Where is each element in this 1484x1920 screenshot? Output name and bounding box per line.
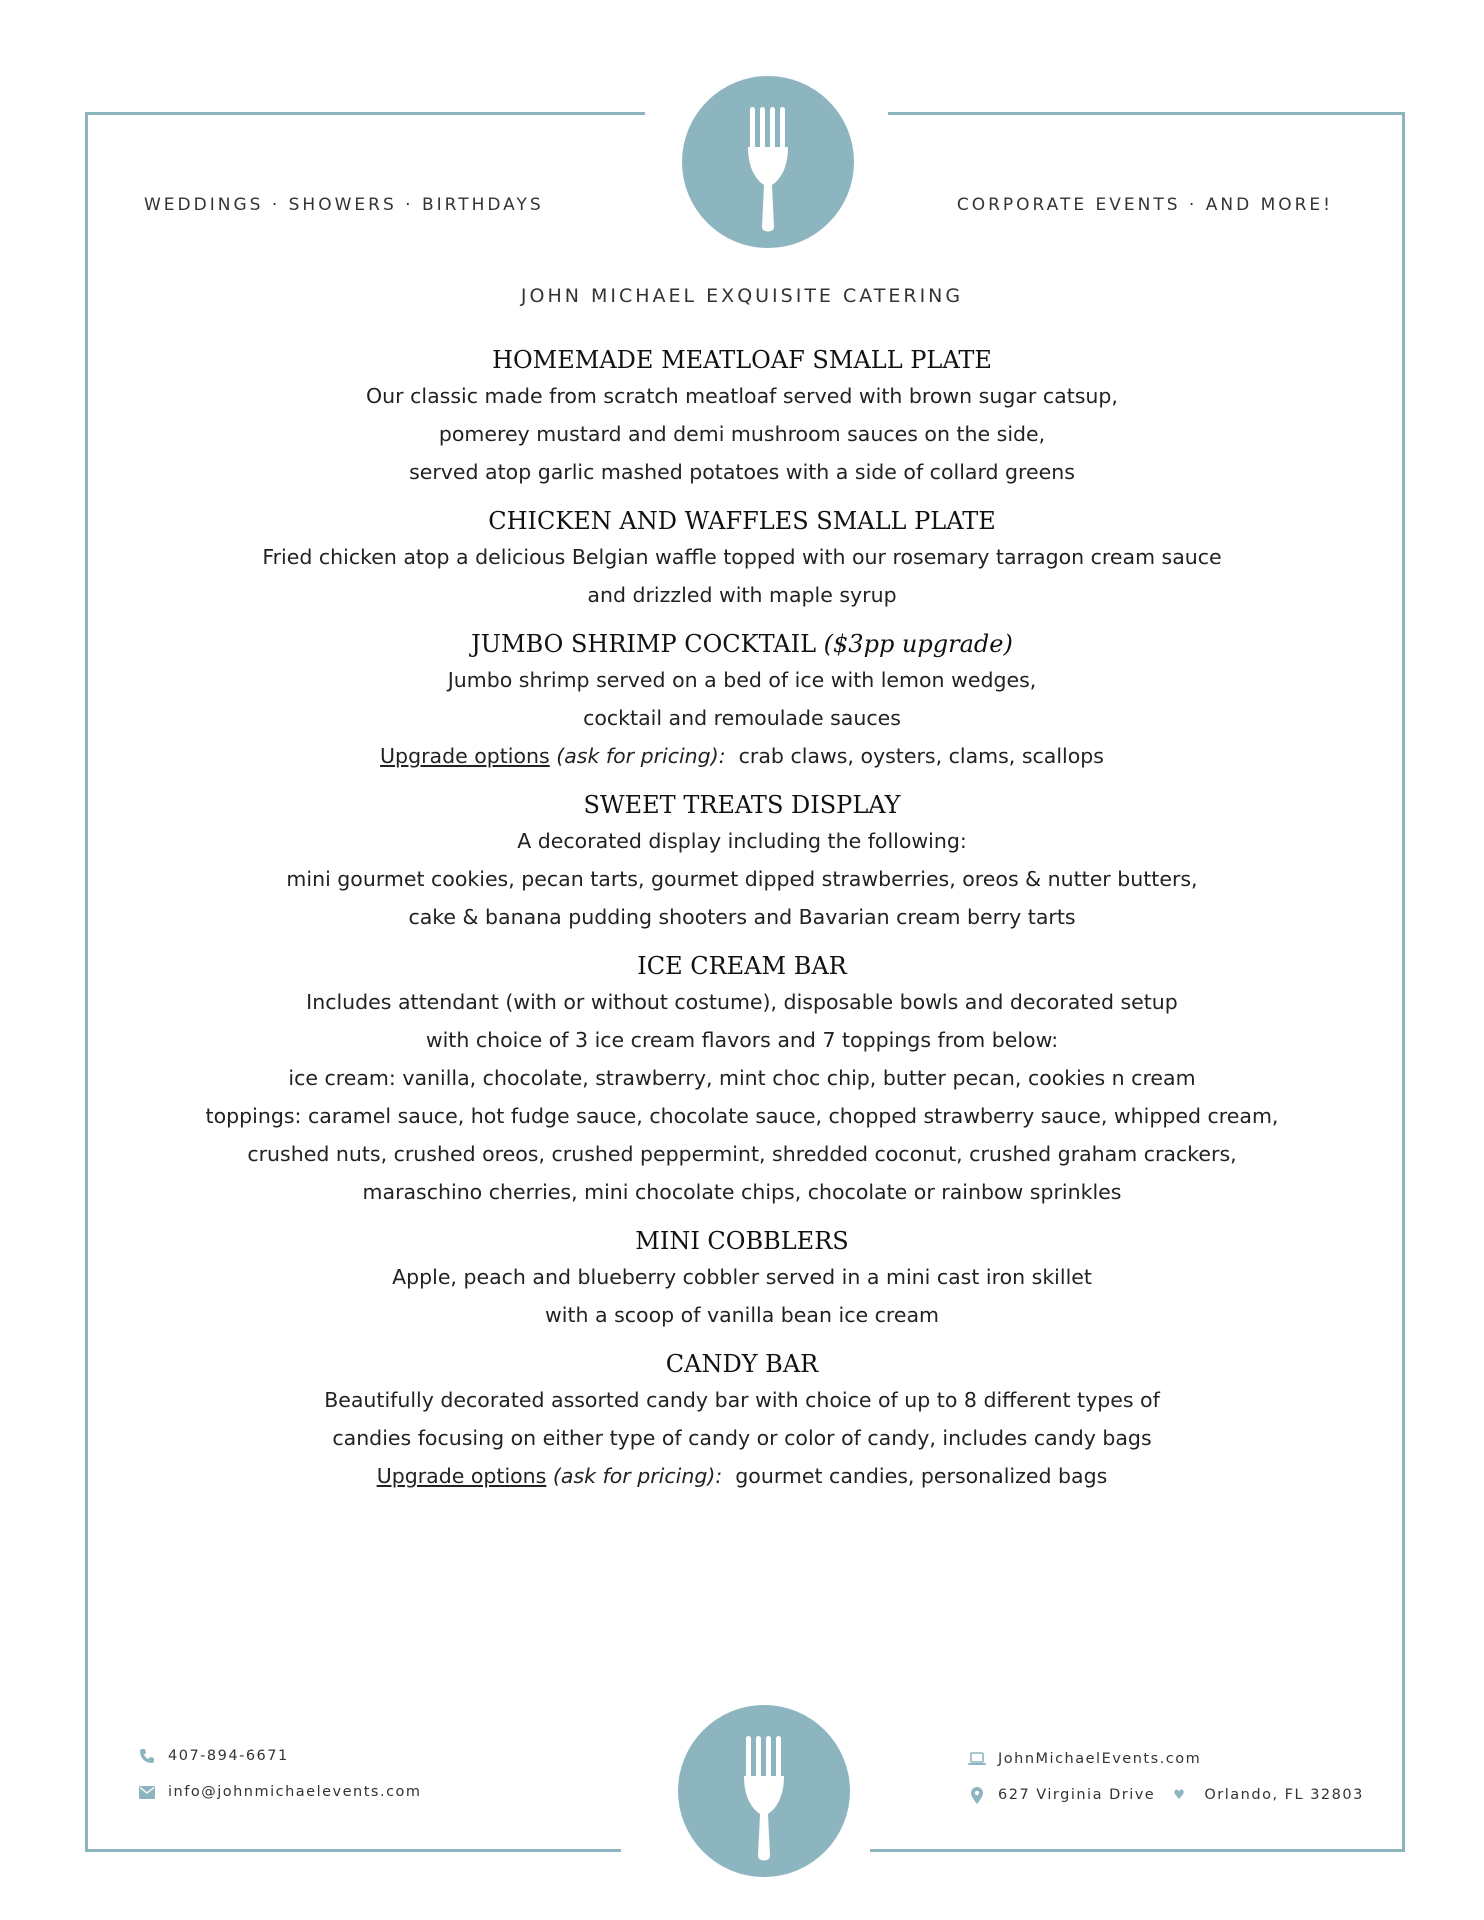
upgrade-options-row	[0, 737, 1484, 775]
menu-item-title-row	[0, 627, 1484, 661]
menu-item-title: MINI COBBLERS	[635, 1227, 849, 1255]
menu-item-description-line: Beautifully decorated assorted candy bar with choice of up to 8 different types of	[324, 1388, 1160, 1412]
address-city: Orlando, FL 32803	[1204, 1787, 1364, 1803]
tagline-left: WEDDINGS · SHOWERS · BIRTHDAYS	[144, 195, 544, 215]
menu-item-candy	[0, 1347, 1484, 1495]
menu-item-description-line: Apple, peach and blueberry cobbler served in a mini cast iron skillet	[392, 1265, 1092, 1289]
menu-item-description-line: cake & banana pudding shooters and Bavarian cream berry tarts	[408, 905, 1076, 929]
menu-item-description-line: candies focusing on either type of candy or color of candy, includes candy bags	[332, 1426, 1152, 1450]
address-street: 627 Virginia Drive	[998, 1787, 1156, 1803]
menu-item-cobblers	[0, 1224, 1484, 1334]
fork-icon	[734, 1718, 794, 1864]
menu-item-description-line: maraschino cherries, mini chocolate chips, chocolate or rainbow sprinkles	[362, 1180, 1122, 1204]
contact-email[interactable]	[138, 1783, 422, 1801]
menu-item-description-line: Fried chicken atop a delicious Belgian waffle topped with our rosemary tarragon cream sauce	[262, 545, 1222, 569]
menu-item-chicken	[0, 504, 1484, 614]
upgrade-options-items: crab claws, oysters, clams, scallops	[738, 744, 1104, 768]
menu-item-title: HOMEMADE MEATLOAF SMALL PLATE	[492, 346, 992, 374]
menu-item-title: JUMBO SHRIMP COCKTAIL	[471, 630, 817, 658]
menu-item-description-line: with choice of 3 ice cream flavors and 7 toppings from below:	[425, 1028, 1059, 1052]
top-logo	[682, 76, 854, 248]
email-address: info@johnmichaelevents.com	[168, 1784, 422, 1800]
menu-item-sweets	[0, 788, 1484, 936]
menu-item-description-line: Includes attendant (with or without costume), disposable bowls and decorated setup	[306, 990, 1178, 1014]
upgrade-options-note: (ask for pricing):	[556, 744, 726, 768]
menu-item-description-line: cocktail and remoulade sauces	[583, 706, 901, 730]
upgrade-price: ($3pp upgrade)	[823, 630, 1013, 658]
menu-item-description-line: with a scoop of vanilla bean ice cream	[545, 1303, 939, 1327]
menu-list	[0, 343, 1484, 1508]
menu-item-description-line: crushed nuts, crushed oreos, crushed peppermint, shredded coconut, crushed graham crackers,	[247, 1142, 1237, 1166]
menu-item-title: SWEET TREATS DISPLAY	[583, 791, 901, 819]
location-pin-icon	[968, 1786, 986, 1804]
phone-number: 407-894-6671	[168, 1748, 289, 1764]
upgrade-options-items: gourmet candies, personalized bags	[735, 1464, 1108, 1488]
menu-item-description-line: Our classic made from scratch meatloaf served with brown sugar catsup,	[366, 384, 1118, 408]
menu-item-description-line: A decorated display including the following:	[517, 829, 967, 853]
tagline-right: CORPORATE EVENTS · AND MORE!	[956, 195, 1333, 215]
upgrade-options-row	[0, 1457, 1484, 1495]
menu-item-description-line: mini gourmet cookies, pecan tarts, gourmet dipped strawberries, oreos & nutter butters,	[286, 867, 1198, 891]
menu-item-description-line: and drizzled with maple syrup	[587, 583, 897, 607]
laptop-icon	[968, 1750, 986, 1768]
contact-address	[968, 1786, 1364, 1804]
frame-bottom-right-line	[870, 1849, 1405, 1852]
menu-item-description-line: toppings: caramel sauce, hot fudge sauce, chocolate sauce, chopped strawberry sauce, whipped cream,	[205, 1104, 1279, 1128]
menu-item-icecream	[0, 949, 1484, 1211]
menu-item-meatloaf	[0, 343, 1484, 491]
frame-top-left-line	[85, 112, 645, 115]
upgrade-options-note: (ask for pricing):	[552, 1464, 723, 1488]
frame-top-right-line	[888, 112, 1405, 115]
upgrade-options-label: Upgrade options	[380, 744, 550, 768]
menu-item-title: CHICKEN AND WAFFLES SMALL PLATE	[488, 507, 996, 535]
upgrade-options-label: Upgrade options	[376, 1464, 547, 1488]
menu-item-description-line: Jumbo shrimp served on a bed of ice with lemon wedges,	[447, 668, 1037, 692]
heart-icon: ♥	[1173, 1787, 1187, 1803]
website-url: JohnMichaelEvents.com	[998, 1751, 1202, 1767]
menu-item-shrimp	[0, 627, 1484, 775]
phone-icon	[138, 1747, 156, 1765]
frame-bottom-left-line	[85, 1849, 621, 1852]
menu-item-title: ICE CREAM BAR	[637, 952, 847, 980]
menu-item-title: CANDY BAR	[665, 1350, 819, 1378]
contact-website[interactable]	[968, 1750, 1201, 1768]
contact-phone[interactable]	[138, 1747, 289, 1765]
menu-item-description-line: ice cream: vanilla, chocolate, strawberry, mint choc chip, butter pecan, cookies n cream	[288, 1066, 1196, 1090]
company-name: JOHN MICHAEL EXQUISITE CATERING	[520, 285, 964, 307]
menu-item-description-line: served atop garlic mashed potatoes with a side of collard greens	[409, 460, 1075, 484]
menu-item-description-line: pomerey mustard and demi mushroom sauces on the side,	[438, 422, 1046, 446]
bottom-logo	[678, 1705, 850, 1877]
fork-icon	[738, 89, 798, 235]
email-icon	[138, 1783, 156, 1801]
